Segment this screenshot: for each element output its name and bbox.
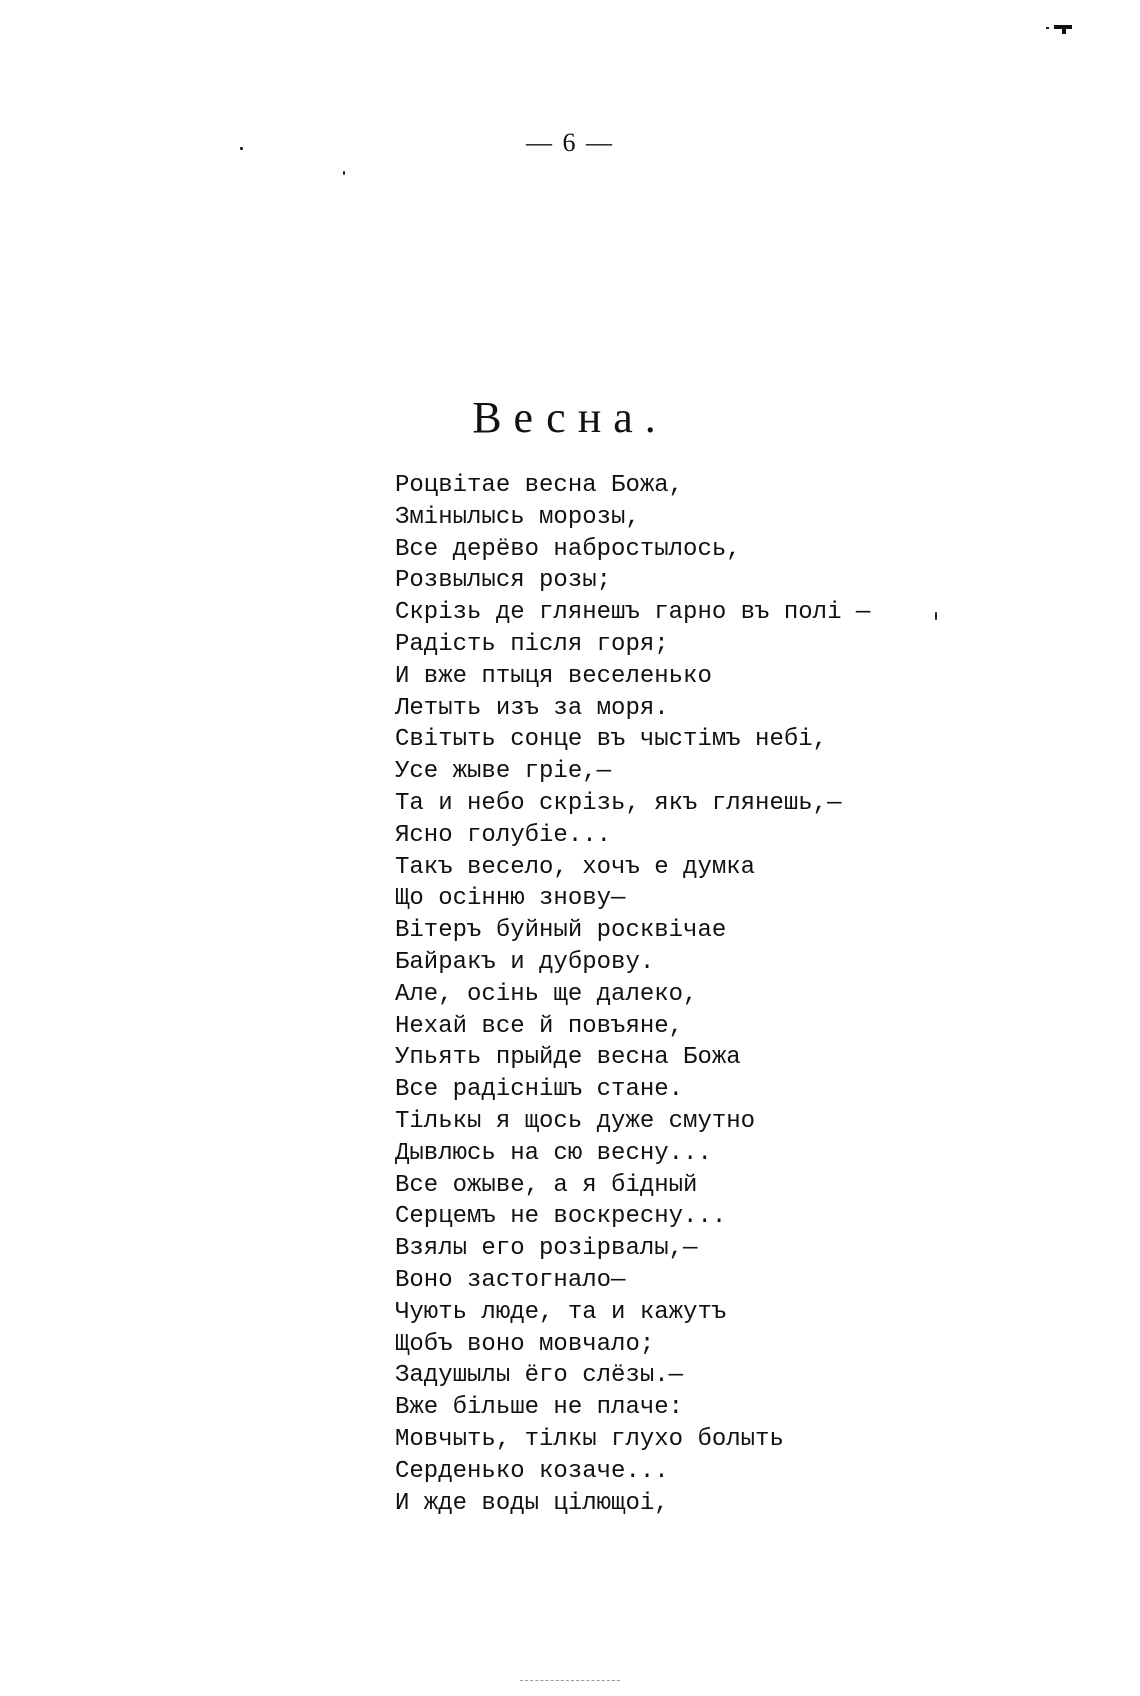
poem-line: Упьять прыйде весна Божа: [395, 1044, 741, 1072]
scan-corner-mark: [1046, 24, 1074, 36]
poem-line: Серденько козаче...: [395, 1457, 669, 1485]
poem-line: Світыть сонце въ чыстімъ небі,: [395, 726, 828, 754]
poem-line: И жде воды цілющоі,: [395, 1489, 669, 1517]
poem-line: Вітеръ буйный росквічае: [395, 917, 727, 945]
poem-line: Та и небо скрізь, якъ глянешь,—: [395, 789, 842, 817]
poem-line: Змінылысь морозы,: [395, 503, 640, 531]
poem-line: Серцемъ не воскресну...: [395, 1203, 727, 1231]
poem-line: Розвылыся розы;: [395, 567, 612, 595]
poem-line: Байракъ и дуброву.: [395, 948, 655, 976]
poem-line: Нехай все й повъяне,: [395, 1012, 684, 1040]
poem-line: Що осінню знову—: [395, 885, 626, 913]
page-number: — 6 —: [526, 128, 614, 157]
poem-line: Радість після горя;: [395, 630, 669, 658]
poem-line: Все дерёво набростылось,: [395, 535, 741, 563]
poem-line: Мовчыть, тілкы глухо болыть: [395, 1425, 784, 1453]
scan-speck: [343, 171, 345, 175]
poem-line: Усе жыве гріе,—: [395, 758, 612, 786]
poem-line: Летыть изъ за моря.: [395, 694, 669, 722]
poem-line: Ясно голубіе...: [395, 821, 612, 849]
poem-line: Все радіснішъ стане.: [395, 1076, 684, 1104]
poem-line: Роцвітае весна Божа,: [395, 472, 684, 499]
poem-title: Весна.: [472, 393, 668, 442]
poem-line: Воно застогнало—: [395, 1266, 626, 1294]
poem-line: Задушылы ёго слёзы.—: [395, 1362, 684, 1390]
poem-line: Щобъ воно мовчало;: [395, 1330, 655, 1358]
poem-line: Вже більше не плаче:: [395, 1394, 684, 1422]
poem-line: Все ожыве, а я бідный: [395, 1171, 698, 1199]
poem-line: Тількы я щось дуже смутно: [395, 1107, 756, 1135]
poem-line: Але, осінь ще далеко,: [395, 980, 698, 1008]
poem-line: И вже птыця веселенько: [395, 662, 712, 690]
poem-line: Дывлюсь на сю весну...: [395, 1139, 712, 1167]
poem-line: Такъ весело, хочъ е думка: [395, 853, 756, 881]
poem-line: Взялы его розірвалы,—: [395, 1235, 698, 1263]
poem-body: [395, 470, 955, 1519]
poem-line: Скрізь де глянешъ гарно въ полі —: [395, 599, 871, 627]
scan-bottom-smudge: [520, 1680, 620, 1684]
poem-line: Чують люде, та и кажутъ: [395, 1298, 727, 1326]
